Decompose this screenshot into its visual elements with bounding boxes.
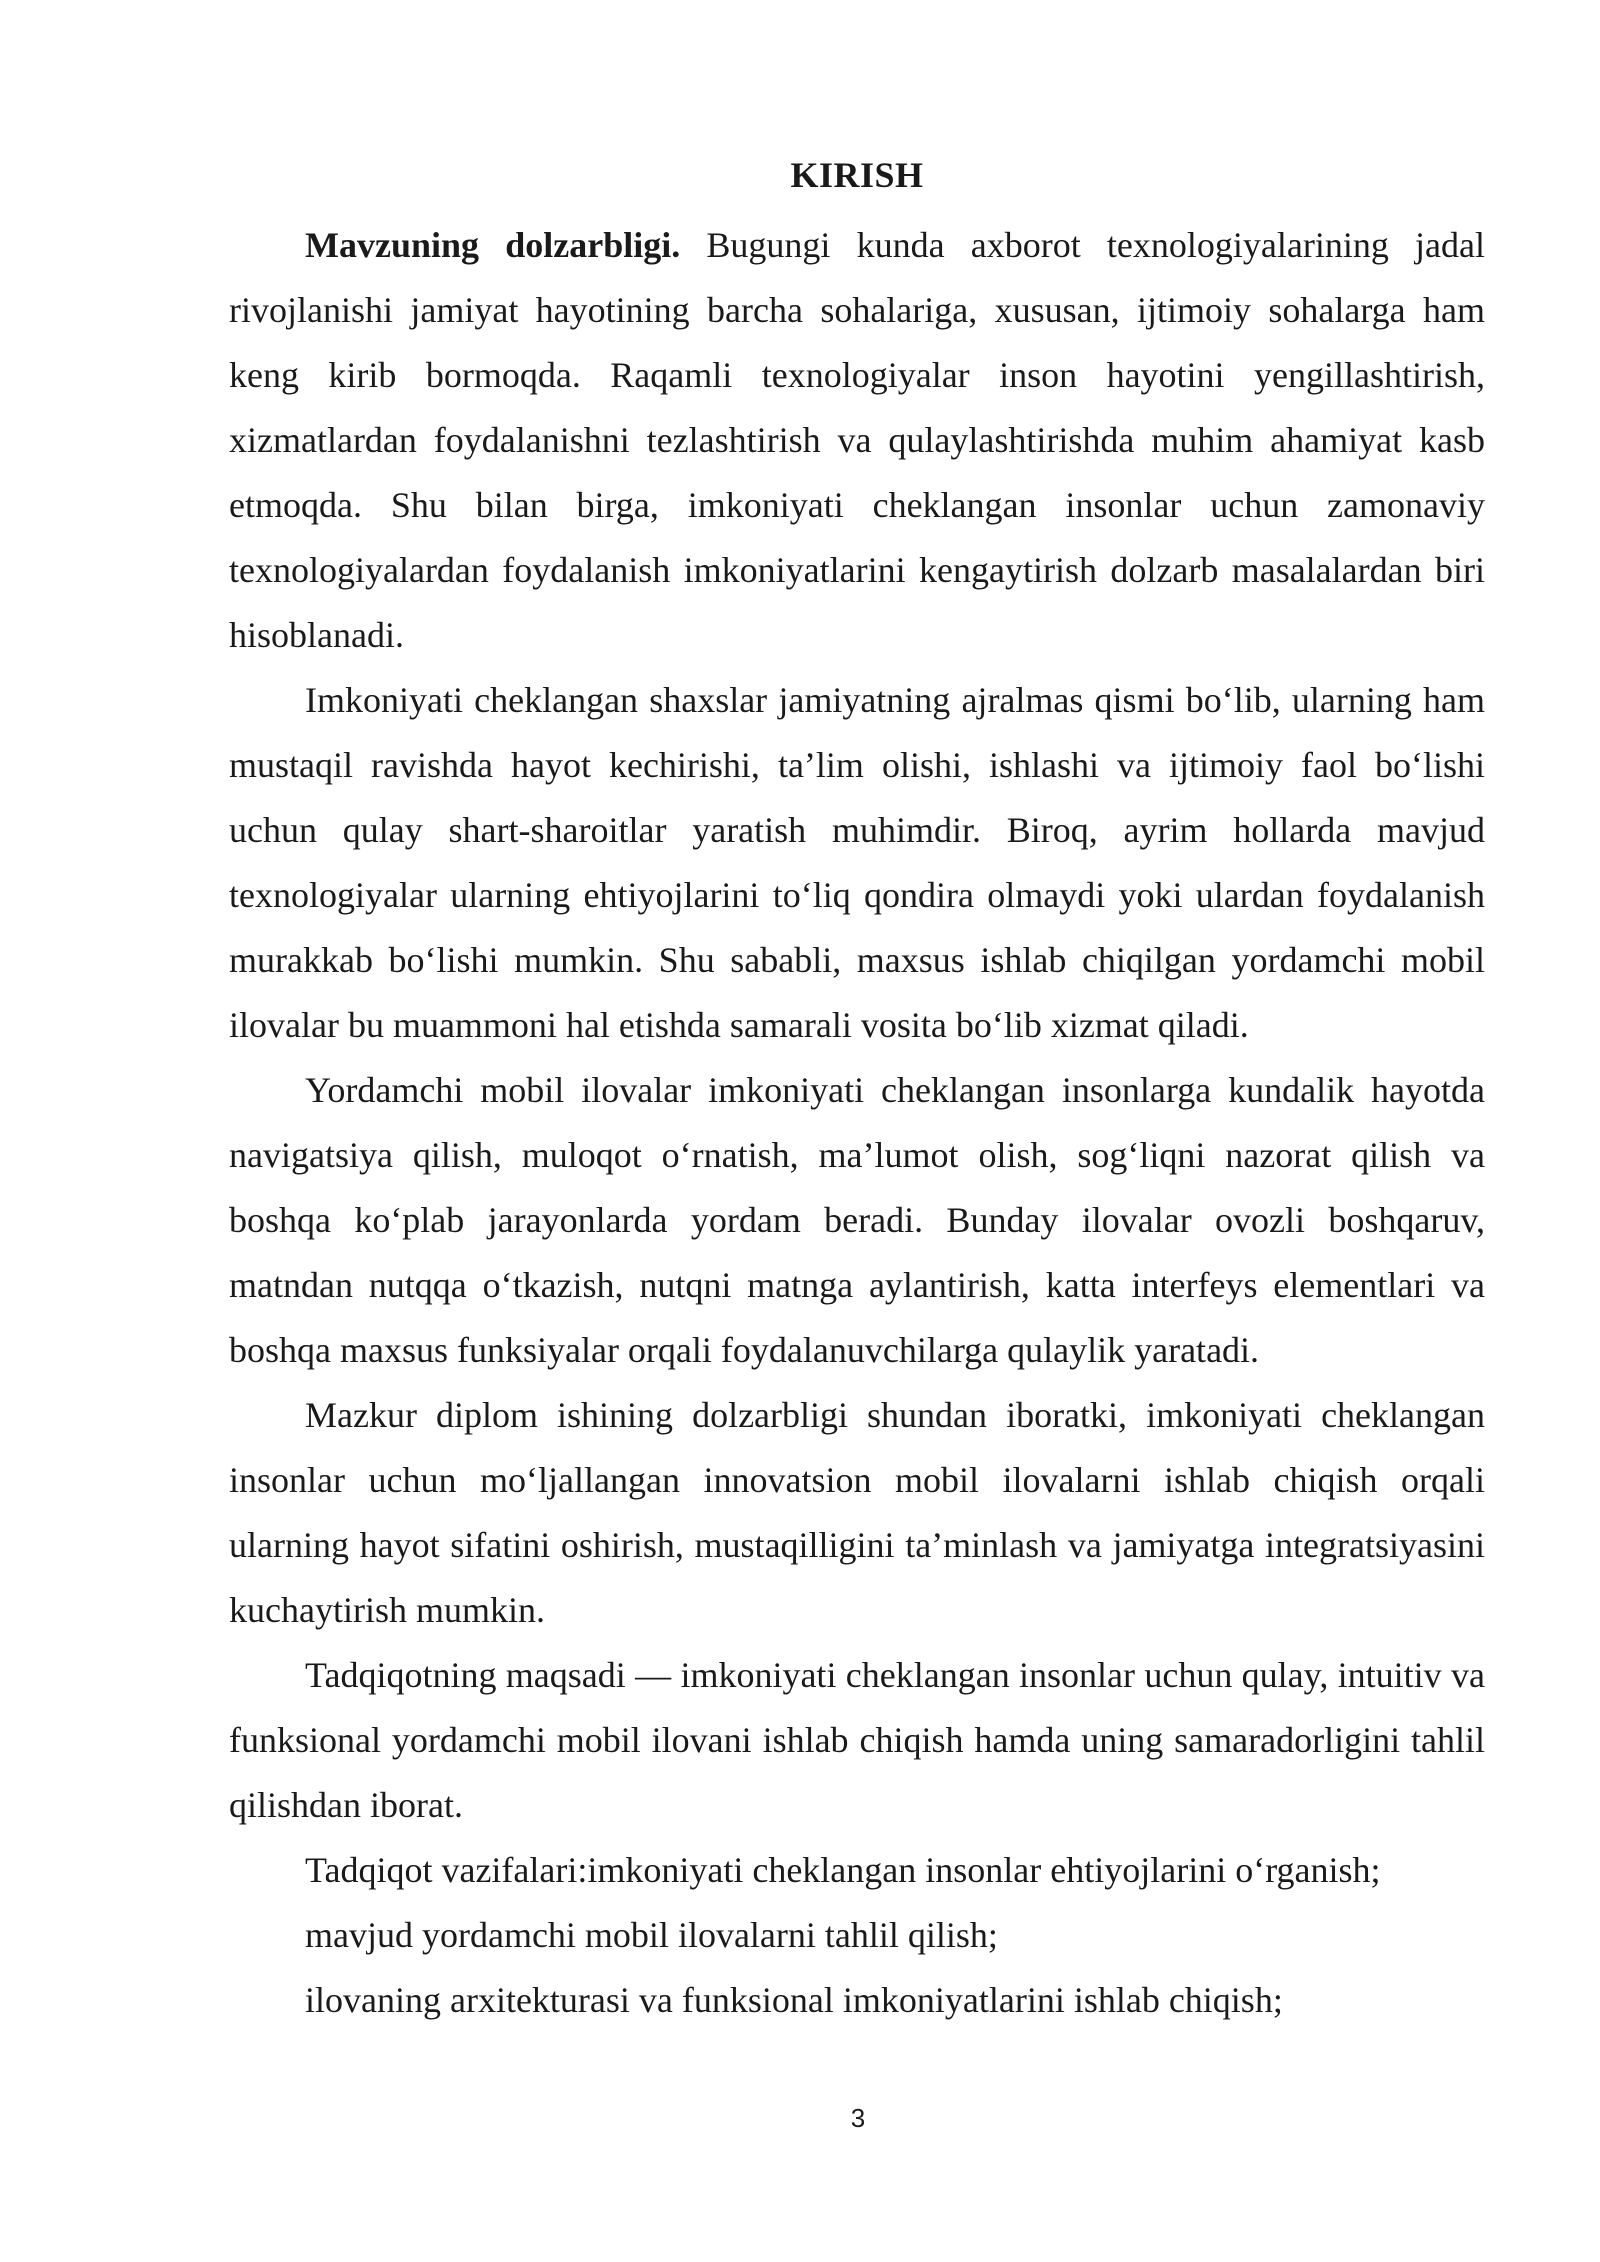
task-line: Tadqiqot vazifalari:imkoniyati cheklangan insonlar ehtiyojlarini o‘rganish; <box>305 1850 1381 1890</box>
paragraph-relevance <box>229 213 1485 668</box>
page-body <box>229 148 1485 2033</box>
task-line: mavjud yordamchi mobil ilovalarni tahlil qilish; <box>305 1915 998 1955</box>
paragraph-disabled-persons: Imkoniyati cheklangan shaxslar jamiyatning ajralmas qismi bo‘lib, ularning ham mustaqil ravishda hayot kechirishi, ta’lim olishi, ishlashi va ijtimoiy faol bo‘lishi uchun qulay shart-sharoitlar yaratish muhimdir. Biroq, ayrim hollarda mavjud texnologiyalar ularning ehtiyojlarini to‘liq qondira olmaydi yoki ulardan foydalanish murakkab bo‘lishi mumkin. Shu sababli, maxsus ishlab chiqilgan yordamchi mobil ilovalar bu muammoni hal etishda samarali vosita bo‘lib xizmat qiladi. <box>229 680 1485 1045</box>
task-line: ilovaning arxitekturasi va funksional imkoniyatlarini ishlab chiqish; <box>305 1980 1283 2020</box>
paragraph-assistive-apps: Yordamchi mobil ilovalar imkoniyati cheklangan insonlarga kundalik hayotda navigatsiya qilish, muloqot o‘rnatish, ma’lumot olish, sog‘liqni nazorat qilish va boshqa ko‘plab jarayonlarda yordam beradi. Bunday ilovalar ovozli boshqaruv, matndan nutqqa o‘tkazish, nutqni matnga aylantirish, katta interfeys elementlari va boshqa maxsus funksiyalar orqali foydalanuvchilarga qulaylik yaratadi. <box>229 1070 1485 1370</box>
paragraph-thesis-relevance: Mazkur diplom ishining dolzarbligi shundan iboratki, imkoniyati cheklangan insonlar uchun mo‘ljallangan innovatsion mobil ilovalarni ishlab chiqish orqali ularning hayot sifatini oshirish, mustaqilligini ta’minlash va jamiyatga integratsiyasini kuchaytirish mumkin. <box>229 1395 1485 1630</box>
section-title: KIRISH <box>790 155 924 195</box>
paragraph-text: Bugungi kunda axborot texnologiyalarining jadal rivojlanishi jamiyat hayotining barcha sohalariga, xususan, ijtimoiy sohalarga ham keng kirib bormoqda. Raqamli texnologiyalar inson hayotini yengillashtirish, xizmatlardan foydalanishni tezlashtirish va qulaylashtirishda muhim ahamiyat kasb etmoqda. Shu bilan birga, imkoniyati cheklangan insonlar uchun zamonaviy texnologiyalardan foydalanish imkoniyatlarini kengaytirish dolzarb masalalardan biri hisoblanadi. <box>229 225 1486 655</box>
paragraph-lead: Mavzuning dolzarbligi. <box>305 225 681 265</box>
page-number: 3 <box>850 2103 866 2133</box>
paragraph-research-goal: Tadqiqotning maqsadi — imkoniyati cheklangan insonlar uchun qulay, intuitiv va funksional yordamchi mobil ilovani ishlab chiqish hamda uning samaradorligini tahlil qilishdan iborat. <box>229 1655 1485 1825</box>
